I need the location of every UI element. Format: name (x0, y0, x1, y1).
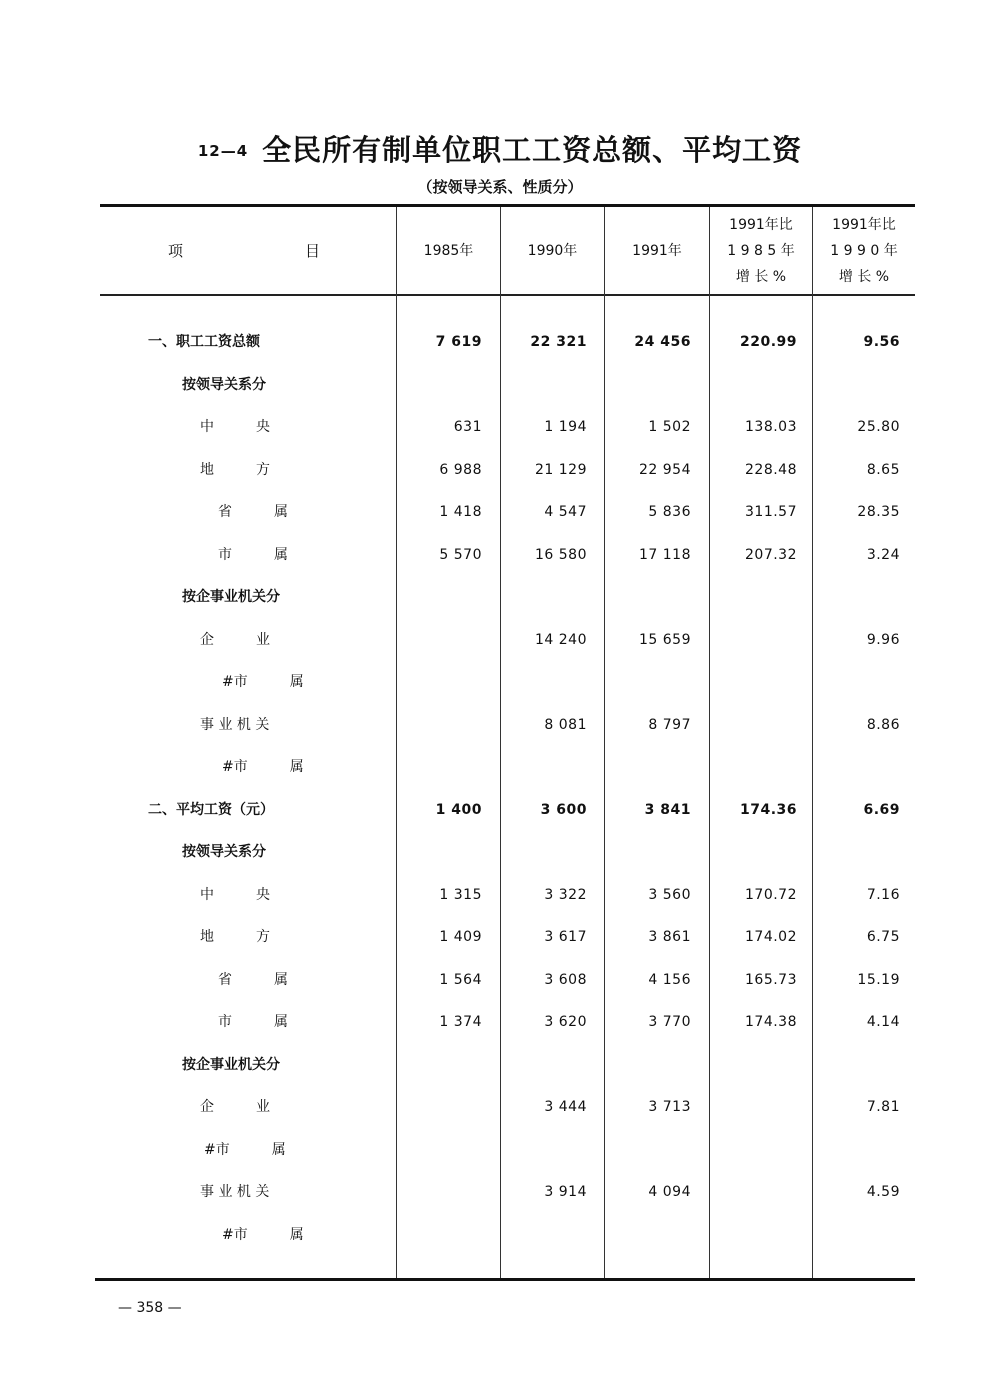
header-rule (100, 294, 915, 296)
cell-g1: 174.38 (745, 1014, 797, 1030)
row-label: 事 业 机 关 (200, 1184, 270, 1200)
cell-g1: 138.03 (745, 419, 797, 435)
cell-g1: 165.73 (745, 971, 797, 988)
table-row (100, 533, 915, 576)
cell-y1990: 14 240 (535, 631, 587, 648)
header-growth-1990-line: 增 长 % (838, 268, 890, 285)
table-row (100, 1085, 915, 1128)
row-label: 省 属 (218, 504, 288, 520)
cell-g2: 4.14 (866, 1014, 900, 1030)
cell-y1985: 1 409 (439, 929, 482, 945)
cell-y1985: 1 315 (439, 886, 482, 903)
cell-g2: 8.65 (866, 461, 900, 478)
cell-g2: 9.56 (863, 334, 900, 350)
table-row (100, 873, 915, 916)
cell-y1985: 5 570 (439, 546, 482, 563)
cell-y1990: 3 600 (540, 801, 587, 818)
cell-y1991: 4 094 (648, 1184, 691, 1200)
row-label: #市 属 (222, 674, 304, 690)
cell-y1990: 3 617 (544, 929, 587, 945)
cell-g2: 28.35 (857, 504, 900, 520)
cell-y1990: 21 129 (535, 461, 587, 478)
header-growth-1985-line: 增 长 % (735, 268, 787, 285)
table-row (100, 1043, 915, 1086)
header-1990: 1990年 (527, 242, 578, 259)
cell-y1990: 16 580 (535, 546, 587, 563)
row-label: 省 属 (218, 971, 288, 988)
header-growth-1990-line: 1 9 9 0 年 (830, 242, 898, 259)
cell-g2: 8.86 (866, 716, 900, 733)
cell-y1991: 24 456 (634, 334, 691, 350)
cell-y1985: 631 (453, 419, 482, 435)
header-growth-1990 (813, 207, 915, 294)
header-growth-1985-line: 1991年比 (729, 216, 793, 233)
header-growth-1990-line: 1991年比 (832, 216, 896, 233)
cell-g2: 3.24 (866, 546, 900, 563)
cell-y1991: 4 156 (648, 971, 691, 988)
cell-y1985: 1 400 (435, 801, 482, 818)
cell-g2: 7.81 (866, 1099, 900, 1115)
cell-y1985: 6 988 (439, 461, 482, 478)
cell-y1985: 1 564 (439, 971, 482, 988)
row-label: 按企事业机关分 (182, 589, 280, 605)
row-label: 按企事业机关分 (182, 1056, 280, 1073)
row-label: 地 方 (200, 461, 270, 478)
table-row (100, 320, 915, 363)
cell-y1990: 22 321 (530, 334, 587, 350)
row-label: 中 央 (200, 419, 270, 435)
table-row (100, 618, 915, 661)
cell-g2: 15.19 (857, 971, 900, 988)
table-row (100, 1128, 915, 1171)
cell-g1: 170.72 (745, 886, 797, 903)
cell-y1991: 3 841 (644, 801, 691, 818)
table-row (100, 703, 915, 746)
cell-y1990: 3 608 (544, 971, 587, 988)
row-label: 事 业 机 关 (200, 716, 270, 733)
table-row (100, 448, 915, 491)
cell-y1991: 8 797 (648, 716, 691, 733)
cell-g2: 4.59 (866, 1184, 900, 1200)
table-row (100, 490, 915, 533)
row-label: #市 属 (204, 1141, 286, 1158)
cell-y1985: 1 418 (439, 504, 482, 520)
table-subtitle: （按领导关系、性质分） (417, 178, 583, 196)
cell-g1: 174.36 (739, 801, 797, 818)
table-row (100, 830, 915, 873)
cell-y1990: 8 081 (544, 716, 587, 733)
cell-y1991: 3 861 (648, 929, 691, 945)
cell-y1985: 7 619 (435, 334, 482, 350)
row-label: 一、职工工资总额 (148, 334, 260, 350)
cell-y1990: 3 322 (544, 886, 587, 903)
bottom-rule (95, 1278, 915, 1281)
row-label: 企 业 (200, 631, 270, 648)
cell-g1: 311.57 (745, 504, 797, 520)
cell-g1: 220.99 (739, 334, 797, 350)
cell-y1990: 1 194 (544, 419, 587, 435)
cell-y1991: 1 502 (648, 419, 691, 435)
row-label: 按领导关系分 (182, 844, 266, 860)
row-label: 市 属 (218, 1014, 288, 1030)
cell-y1991: 15 659 (639, 631, 691, 648)
cell-y1990: 4 547 (544, 504, 587, 520)
table-row (100, 363, 915, 406)
cell-y1991: 5 836 (648, 504, 691, 520)
cell-g2: 9.96 (866, 631, 900, 648)
cell-y1991: 3 770 (648, 1014, 691, 1030)
cell-y1990: 3 914 (544, 1184, 587, 1200)
cell-y1990: 3 444 (544, 1099, 587, 1115)
table-row (100, 405, 915, 448)
cell-y1991: 3 713 (648, 1099, 691, 1115)
header-item-2: 目 (305, 242, 321, 260)
table-row (100, 1000, 915, 1043)
table-number: 12—4 (197, 142, 249, 160)
row-label: 按领导关系分 (182, 376, 266, 393)
table-title (0, 128, 1000, 169)
table-row (100, 788, 915, 831)
row-label: 市 属 (218, 546, 288, 563)
table-title-text: 全民所有制单位职工工资总额、平均工资 (262, 133, 803, 167)
table-row (100, 958, 915, 1001)
row-label: 地 方 (200, 929, 270, 945)
row-label: 中 央 (200, 886, 270, 903)
table-row (100, 1213, 915, 1256)
cell-g1: 174.02 (745, 929, 797, 945)
cell-g1: 228.48 (745, 461, 797, 478)
cell-g2: 6.75 (866, 929, 900, 945)
cell-y1991: 17 118 (639, 546, 691, 563)
header-1985: 1985年 (423, 242, 474, 259)
header-1991: 1991年 (632, 242, 682, 259)
row-label: #市 属 (222, 1226, 304, 1243)
header-growth-1985-line: 1 9 8 5 年 (727, 242, 795, 259)
row-label: 二、平均工资（元） (148, 801, 274, 818)
header-item: 项 (168, 242, 184, 260)
cell-g2: 7.16 (866, 886, 900, 903)
cell-y1990: 3 620 (544, 1014, 587, 1030)
table-row (100, 745, 915, 788)
cell-y1991: 3 560 (648, 886, 691, 903)
cell-g2: 25.80 (857, 419, 900, 435)
table-row (100, 1170, 915, 1213)
table-row (100, 915, 915, 958)
table-row (100, 575, 915, 618)
row-label: #市 属 (222, 759, 304, 775)
table-row (100, 660, 915, 703)
cell-g2: 6.69 (863, 801, 900, 818)
cell-y1991: 22 954 (639, 461, 691, 478)
cell-y1985: 1 374 (439, 1014, 482, 1030)
table-body (100, 320, 915, 1255)
row-label: 企 业 (200, 1099, 270, 1115)
cell-g1: 207.32 (745, 546, 797, 563)
page-number: — 358 — (118, 1300, 182, 1316)
header-growth-1985 (710, 207, 812, 294)
